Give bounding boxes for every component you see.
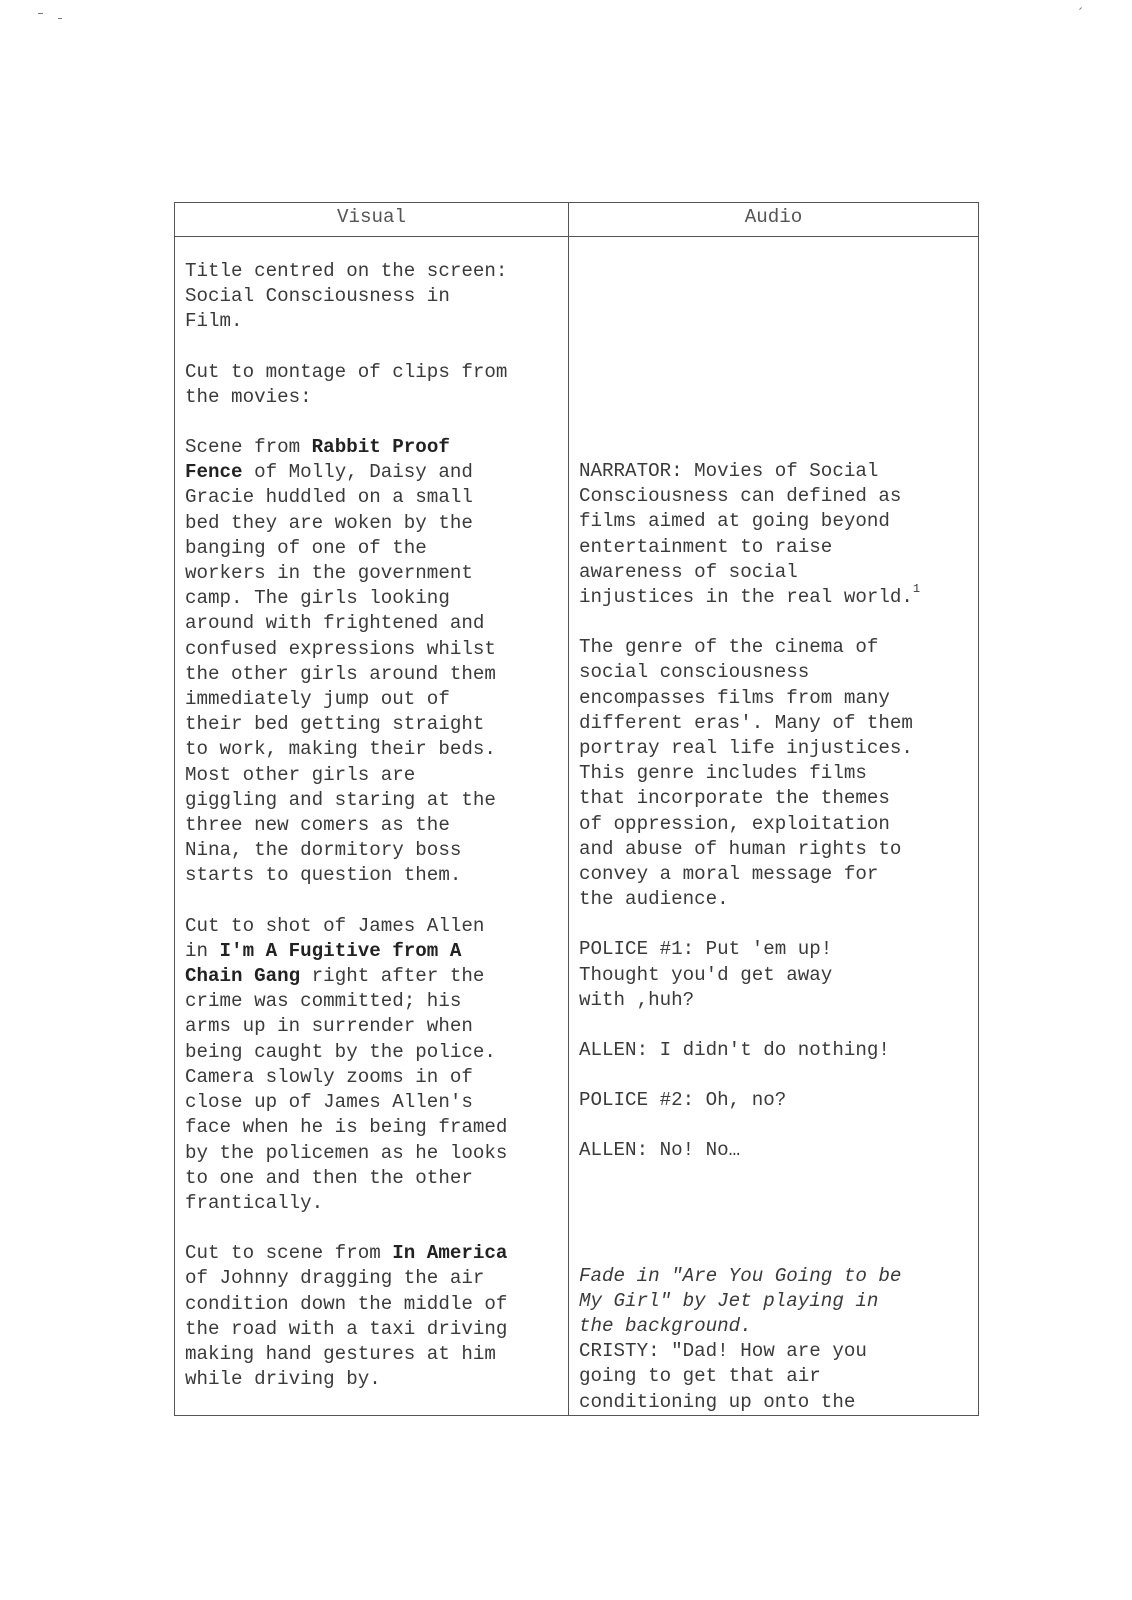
- text-line: different eras'. Many of them: [579, 711, 913, 734]
- allen-line-2: ALLEN: No! No…: [579, 1139, 741, 1162]
- text-line: Nina, the dormitory boss: [185, 839, 462, 862]
- text-line: [579, 582, 974, 610]
- text-line: [185, 460, 560, 485]
- text-line: films aimed at going beyond: [579, 510, 890, 533]
- text-line: camp. The girls looking: [185, 587, 450, 610]
- visual-column: [175, 237, 569, 1416]
- text-line: face when he is being framed: [185, 1116, 508, 1139]
- text-line: close up of James Allen's: [185, 1091, 473, 1114]
- text-line: encompasses films from many: [579, 686, 890, 709]
- text-line: Most other girls are: [185, 763, 416, 786]
- text-line: to one and then the other: [185, 1166, 473, 1189]
- in-america-block: [185, 1241, 560, 1392]
- text-line: of oppression, exploitation: [579, 812, 890, 835]
- text-line: Camera slowly zooms in of: [185, 1065, 473, 1088]
- text-line: [579, 1264, 974, 1289]
- montage-block: [185, 360, 560, 410]
- text-line: NARRATOR: Movies of Social: [579, 460, 879, 482]
- text-line: The genre of the cinema of: [579, 636, 879, 659]
- audio-header: Audio: [569, 203, 979, 237]
- visual-header: Visual: [175, 203, 569, 237]
- text-line: conditioning up onto the: [579, 1390, 856, 1413]
- scan-speck: [1079, 7, 1082, 10]
- text-line: portray real life injustices.: [579, 737, 913, 760]
- text-segment: of Molly, Daisy and: [242, 461, 473, 484]
- text-line: while driving by.: [185, 1368, 381, 1391]
- text-line: making hand gestures at him: [185, 1342, 496, 1365]
- text-line: the movies:: [185, 385, 312, 408]
- text-line: going to get that air: [579, 1365, 821, 1388]
- film-title: Fence: [185, 461, 243, 484]
- film-title: Rabbit Proof: [311, 436, 450, 459]
- film-title: In America: [392, 1242, 508, 1265]
- text-line: their bed getting straight: [185, 713, 485, 736]
- title-block: [185, 259, 560, 335]
- text-line: to work, making their beds.: [185, 738, 496, 761]
- police-2-line: POLICE #2: Oh, no?: [579, 1089, 787, 1112]
- content-row: [175, 237, 979, 1416]
- text-line: awareness of social: [579, 560, 798, 583]
- text-line: Title centred on the screen:: [185, 260, 508, 282]
- text-line: Social Consciousness in: [185, 285, 450, 308]
- narrator-block-1: [579, 459, 974, 610]
- text-line: bed they are woken by the: [185, 511, 473, 534]
- fade-in-block: [579, 1264, 974, 1340]
- text-line: around with frightened and: [185, 612, 485, 635]
- text-line: [185, 939, 560, 964]
- script-table: [174, 202, 979, 1416]
- text-line: entertainment to raise: [579, 535, 833, 558]
- narrator-block-2: [579, 635, 974, 912]
- text-line: that incorporate the themes: [579, 787, 890, 810]
- text-segment: Cut to scene from: [185, 1242, 393, 1265]
- text-line: immediately jump out of: [185, 688, 450, 711]
- scan-speck: [58, 18, 62, 19]
- text-line: [185, 435, 560, 460]
- text-line: CRISTY: "Dad! How are you: [579, 1340, 867, 1363]
- text-line: the other girls around them: [185, 662, 496, 685]
- text-line: being caught by the police.: [185, 1040, 496, 1063]
- text-line: convey a moral message for: [579, 863, 879, 886]
- film-title: Chain Gang: [185, 965, 301, 988]
- text-line: Cut to shot of James Allen: [185, 914, 485, 937]
- text-line: of Johnny dragging the air: [185, 1267, 485, 1290]
- police-1-block: [579, 937, 974, 1013]
- text-segment: the background.: [579, 1315, 752, 1338]
- text-line: the road with a taxi driving: [185, 1317, 508, 1340]
- text-segment: Fade in "Are You Going to be: [579, 1264, 902, 1287]
- text-segment: injustices in the real world.: [579, 586, 913, 609]
- text-line: crime was committed; his: [185, 990, 462, 1013]
- text-line: by the policemen as he looks: [185, 1141, 508, 1164]
- text-line: banging of one of the: [185, 536, 427, 559]
- text-line: and abuse of human rights to: [579, 837, 902, 860]
- scan-speck: [38, 13, 43, 14]
- text-line: with ,huh?: [579, 988, 695, 1011]
- allen-line-1: ALLEN: I didn't do nothing!: [579, 1039, 890, 1062]
- text-line: [185, 964, 560, 989]
- text-line: POLICE #1: Put 'em up!: [579, 938, 833, 961]
- text-line: condition down the middle of: [185, 1292, 508, 1315]
- text-line: [579, 1314, 974, 1339]
- text-line: giggling and staring at the: [185, 788, 496, 811]
- text-line: Gracie huddled on a small: [185, 486, 473, 509]
- film-title: I'm A Fugitive from A: [219, 939, 462, 962]
- text-line: three new comers as the: [185, 814, 450, 837]
- text-line: Consciousness can defined as: [579, 485, 902, 508]
- text-line: [579, 1289, 974, 1314]
- text-segment: My Girl" by Jet playing in: [579, 1289, 879, 1312]
- text-line: Cut to montage of clips from: [185, 360, 508, 383]
- text-line: the audience.: [579, 888, 729, 911]
- audio-column: [569, 237, 979, 1416]
- text-line: Film.: [185, 310, 243, 333]
- cristy-block: [579, 1339, 974, 1415]
- text-line: [185, 1241, 560, 1266]
- text-line: starts to question them.: [185, 864, 462, 887]
- rabbit-proof-fence-block: [185, 435, 560, 889]
- text-line: social consciousness: [579, 661, 810, 684]
- text-line: Thought you'd get away: [579, 963, 833, 986]
- text-line: workers in the government: [185, 562, 473, 585]
- text-line: arms up in surrender when: [185, 1015, 473, 1038]
- header-row: [175, 203, 979, 237]
- text-line: frantically.: [185, 1191, 324, 1214]
- text-line: confused expressions whilst: [185, 637, 496, 660]
- footnote-marker: 1: [912, 582, 921, 597]
- text-segment: right after the: [300, 965, 485, 988]
- text-segment: in: [185, 939, 220, 962]
- text-line: This genre includes films: [579, 762, 867, 785]
- text-segment: Scene from: [185, 436, 312, 459]
- fugitive-block: [185, 914, 560, 1216]
